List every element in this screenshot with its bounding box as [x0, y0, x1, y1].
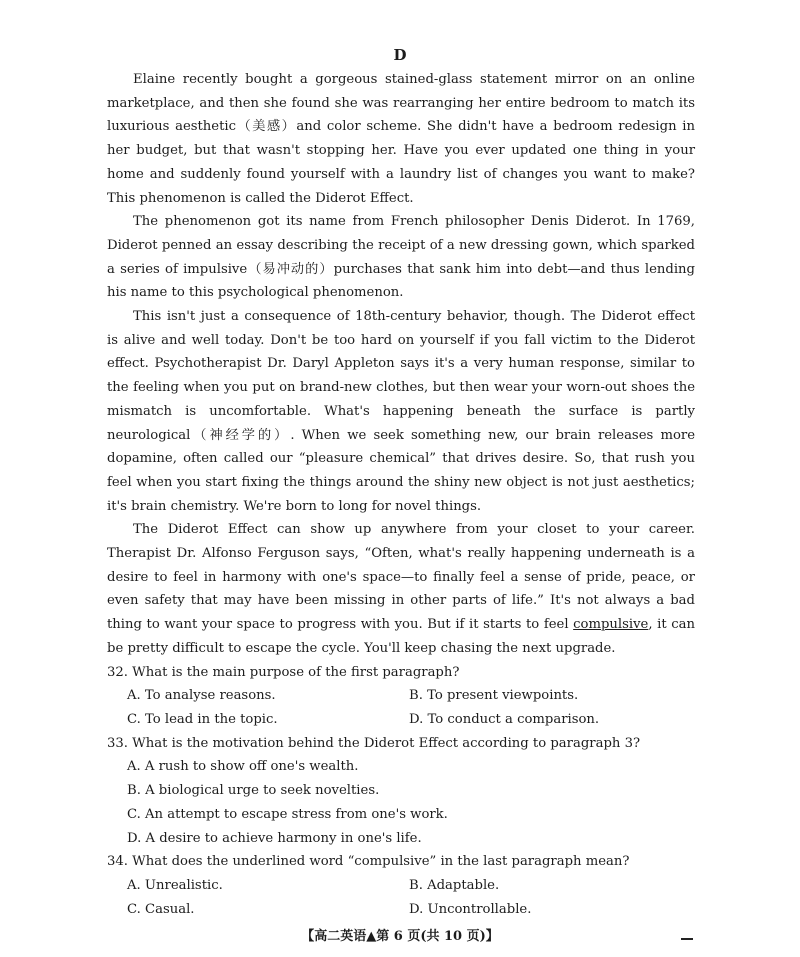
- question-32-option-d: D. To conduct a comparison.: [409, 711, 600, 727]
- paragraph-4-text-after: , it can be pretty difficult to escape the cycle. You'll keep chasing the next upgrade.: [107, 617, 696, 656]
- question-33-options: [107, 755, 695, 850]
- question-32-options: [107, 684, 695, 731]
- paragraph-4-text-before: The Diderot Effect can show up anywhere from your closet to your career. Therapist Dr. Alfonso Ferguson says, “Often, what's really happening underneath is a desire to feel in harmony with one's space—to finally feel a sense of pride, peace, or even safety that may have been missing in other parts of life.” It's not always a bad thing to want your space to progress with you. But if it starts to feel: [107, 522, 695, 633]
- corner-dash-mark: [681, 928, 693, 940]
- question-33-option-a: A. A rush to show off one's wealth.: [127, 759, 359, 775]
- question-34-options: [107, 874, 695, 921]
- page-footer: 【高二英语▲第 6 页(共 10 页)】: [301, 929, 499, 944]
- question-33-stem: 33. What is the motivation behind the Diderot Effect according to paragraph 3?: [107, 735, 641, 751]
- question-32-option-a: A. To analyse reasons.: [127, 688, 276, 704]
- question-33-option-d: D. A desire to achieve harmony in one's life.: [127, 830, 422, 846]
- question-34-stem: 34. What does the underlined word “compulsive” in the last paragraph mean?: [107, 854, 630, 870]
- question-34-option-c: C. Casual.: [127, 901, 195, 917]
- question-32-option-c: C. To lead in the topic.: [127, 711, 278, 727]
- section-heading: D: [393, 46, 407, 64]
- question-34-option-d: D. Uncontrollable.: [409, 901, 532, 917]
- reading-passage: [107, 68, 695, 921]
- paragraph-3: This isn't just a consequence of 18th-century behavior, though. The Diderot effect is alive and well today. Don't be too hard on yourself if you fall victim to the Diderot effect. Psychotherapist Dr. Daryl Appleton says it's a very human response, similar to the feeling when you put on brand-new clothes, but then wear your worn-out shoes the mismatch is uncomfortable. What's happening beneath the surface is partly neurological（神经学的）. When we seek something new, our brain releases more dopamine, often called our “pleasure chemical” that drives desire. So, that rush you feel when you start fixing the things around the shiny new object is not just aesthetics; it's brain chemistry. We're born to long for novel things.: [107, 309, 695, 514]
- paragraph-4: [107, 518, 695, 660]
- question-34-option-b: B. Adaptable.: [409, 877, 500, 893]
- question-34-option-a: A. Unrealistic.: [127, 877, 223, 893]
- question-33-option-c: C. An attempt to escape stress from one's work.: [127, 806, 448, 822]
- question-32-stem: 32. What is the main purpose of the first paragraph?: [107, 664, 460, 680]
- paragraph-2: The phenomenon got its name from French philosopher Denis Diderot. In 1769, Diderot penned an essay describing the receipt of a new dressing gown, which sparked a series of impulsive（易冲动的）purchases that sank him into debt—and thus lending his name to this psychological phenomenon.: [107, 214, 695, 301]
- question-32-option-b: B. To present viewpoints.: [409, 688, 579, 704]
- underlined-word: compulsive: [573, 617, 649, 633]
- paragraph-1: Elaine recently bought a gorgeous stained-glass statement mirror on an online marketplace, and then she found she was rearranging her entire bedroom to match its luxurious aesthetic（美感）and color scheme. She didn't have a bedroom redesign in her budget, but that wasn't stopping her. Have you ever updated one thing in your home and suddenly found yourself with a laundry list of changes you want to make? This phenomenon is called the Diderot Effect.: [107, 72, 695, 206]
- question-33-option-b: B. A biological urge to seek novelties.: [127, 783, 380, 799]
